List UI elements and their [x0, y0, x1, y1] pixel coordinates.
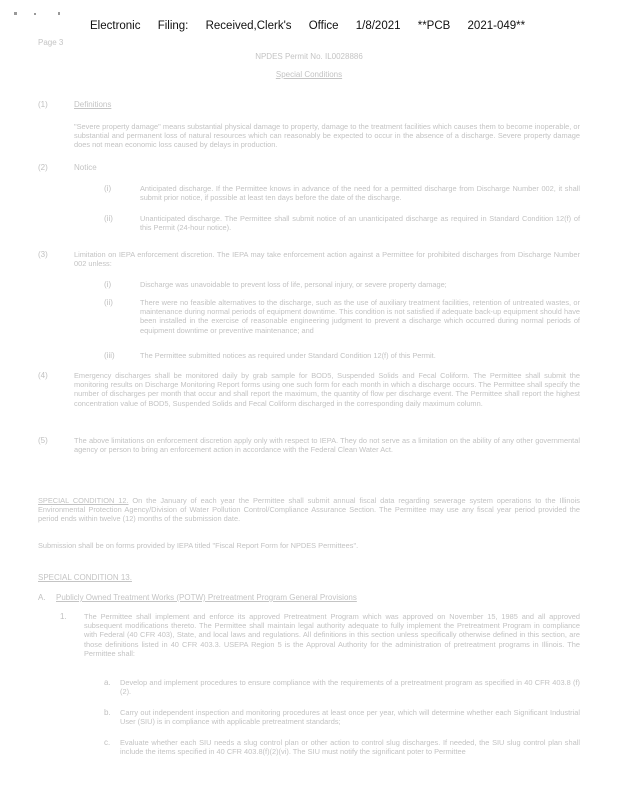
- item-number: (ii): [104, 298, 113, 307]
- pretreatment-item-c: Evaluate whether each SIU needs a slug control plan or other action to control slug discharges. If needed, the SIU slug control plan shall include the items specified in 40 CFR 403.8(f)(2)(vi). The SIU must notify the significant poter to Permittee: [120, 738, 580, 757]
- scan-speck: [58, 12, 60, 15]
- section-number: (4): [38, 371, 48, 380]
- enforcement-scope-text: The above limitations on enforcement discretion apply only with respect to IEPA. They do not serve as a limitation on the ability of any other governmental agency or person to bring an enforcement action in accordance with the Federal Clean Water Act.: [74, 436, 580, 455]
- page-heading: Special Conditions: [275, 70, 343, 79]
- section-number: (1): [38, 100, 48, 109]
- special-condition-13-label: SPECIAL CONDITION 13.: [38, 573, 132, 582]
- item-letter: c.: [104, 738, 111, 747]
- stamp-office: Office: [308, 20, 339, 32]
- item-letter: b.: [104, 708, 111, 717]
- item-number: (i): [104, 280, 112, 289]
- stamp-docket: 2021-049**: [467, 20, 526, 32]
- item-letter: a.: [104, 678, 111, 687]
- section-title: Definitions: [74, 100, 112, 109]
- stamp-electronic: Electronic: [90, 20, 141, 32]
- filing-stamp: [90, 20, 525, 32]
- item-number: (iii): [104, 351, 115, 360]
- notice-anticipated-text: Anticipated discharge. If the Permittee knows in advance of the need for a permitted discharge from Discharge Number 002, it shall submit prior notice, if possible at least ten days before the date of the discharge.: [140, 184, 580, 203]
- limitation-text: Limitation on IEPA enforcement discretion. The IEPA may take enforcement action against a Permittee for prohibited discharges from Discharge Number 002 unless:: [74, 250, 580, 269]
- section-number: (5): [38, 436, 48, 445]
- special-condition-12-label: SPECIAL CONDITION 12.: [38, 496, 129, 505]
- stamp-pcb: **PCB: [417, 20, 451, 32]
- limitation-item-text: There were no feasible alternatives to the discharge, such as the use of auxiliary treatment facilities, retention of untreated wastes, or maintenance during normal periods of equipment downtime. This condition is not satisfied if adequate back-up equipment should have been installed in the exercise of reasonable engineering judgment to prevent a discharge which occurred during normal periods of equipment downtime or preventive maintenance; and: [140, 298, 580, 335]
- item-number: (i): [104, 184, 112, 193]
- page-label: Page 3: [38, 38, 64, 47]
- permit-number: NPDES Permit No. IL0028886: [255, 52, 363, 61]
- scan-speck: [34, 13, 36, 15]
- section-number: (2): [38, 163, 48, 172]
- stamp-date: 1/8/2021: [355, 20, 401, 32]
- submission-text: Submission shall be on forms provided by IEPA titled "Fiscal Report Form for NPDES Permittees".: [38, 541, 359, 550]
- section-letter: A.: [38, 593, 46, 602]
- notice-unanticipated-text: Unanticipated discharge. The Permittee shall submit notice of an unanticipated discharge as required in Standard Condition 12(f) of this Permit (24-hour notice).: [140, 214, 580, 233]
- item-number: (ii): [104, 214, 113, 223]
- pretreatment-title: Publicly Owned Treatment Works (POTW) Pretreatment Program General Provisions: [56, 593, 357, 602]
- emergency-discharge-text: Emergency discharges shall be monitored daily by grab sample for BOD5, Suspended Solids and Fecal Coliform. The Permittee shall submit the monitoring results on Discharge Monitoring Report forms using one such form for each month in which a discharge occurs. The Permittee shall specify the number of discharges per month that occur and shall report the maximum, the quantity of flow per discharge event. The Permittee shall report the highest concentration value of BOD5, Suspended Solids and Fecal Coliform discharged in the corresponding daily maximum column.: [74, 371, 580, 408]
- pretreatment-item-b: Carry out independent inspection and monitoring procedures at least once per year, which will determine whether each Significant Industrial User (SIU) is in compliance with applicable pretreatment standards;: [120, 708, 580, 727]
- scan-speck: [14, 12, 17, 15]
- special-condition-12-text: On the January of each year the Permittee shall submit annual fiscal data regarding sewerage system operations to the Illinois Environmental Protection Agency/Division of Water Pollution Control/Compliance Assurance Section. The Permittee may use any fiscal year period provided the period ends within twelve (12) months of the submission date.: [38, 496, 580, 524]
- limitation-item-text: Discharge was unavoidable to prevent loss of life, personal injury, or severe property damage;: [140, 280, 447, 289]
- pretreatment-item-a: Develop and implement procedures to ensure compliance with the requirements of a pretreatment program as specified in 40 CFR 403.8 (f) (2).: [120, 678, 580, 697]
- limitation-item-text: The Permittee submitted notices as required under Standard Condition 12(f) of this Permit.: [140, 351, 436, 360]
- special-condition-12: [38, 496, 580, 524]
- stamp-received: Received,Clerk's: [205, 20, 292, 32]
- item-number: 1.: [60, 612, 67, 621]
- pretreatment-program-text: The Permittee shall implement and enforce its approved Pretreatment Program which was approved on November 15, 1985 and all approved subsequent modifications thereto. The Permittee shall maintain legal authority adequate to fully implement the Pretreatment Program in compliance with Federal (40 CFR 403), State, and local laws and regulations. All definitions in this section unless specifically otherwise defined in this section, are those definitions listed in 40 CFR 403.3. USEPA Region 5 is the Approval Authority for the administration of pretreatment programs in Illinois. The Permittee shall:: [84, 612, 580, 658]
- stamp-filing: Filing:: [157, 20, 189, 32]
- section-title: Notice: [74, 163, 97, 172]
- definition-text: "Severe property damage" means substantial physical damage to property, damage to the treatment facilities which causes them to become inoperable, or substantial and permanent loss of natural resources which can reasonably be expected to occur in the absence of a discharge. Severe property damage does not mean economic loss caused by delays in production.: [74, 122, 580, 150]
- section-number: (3): [38, 250, 48, 259]
